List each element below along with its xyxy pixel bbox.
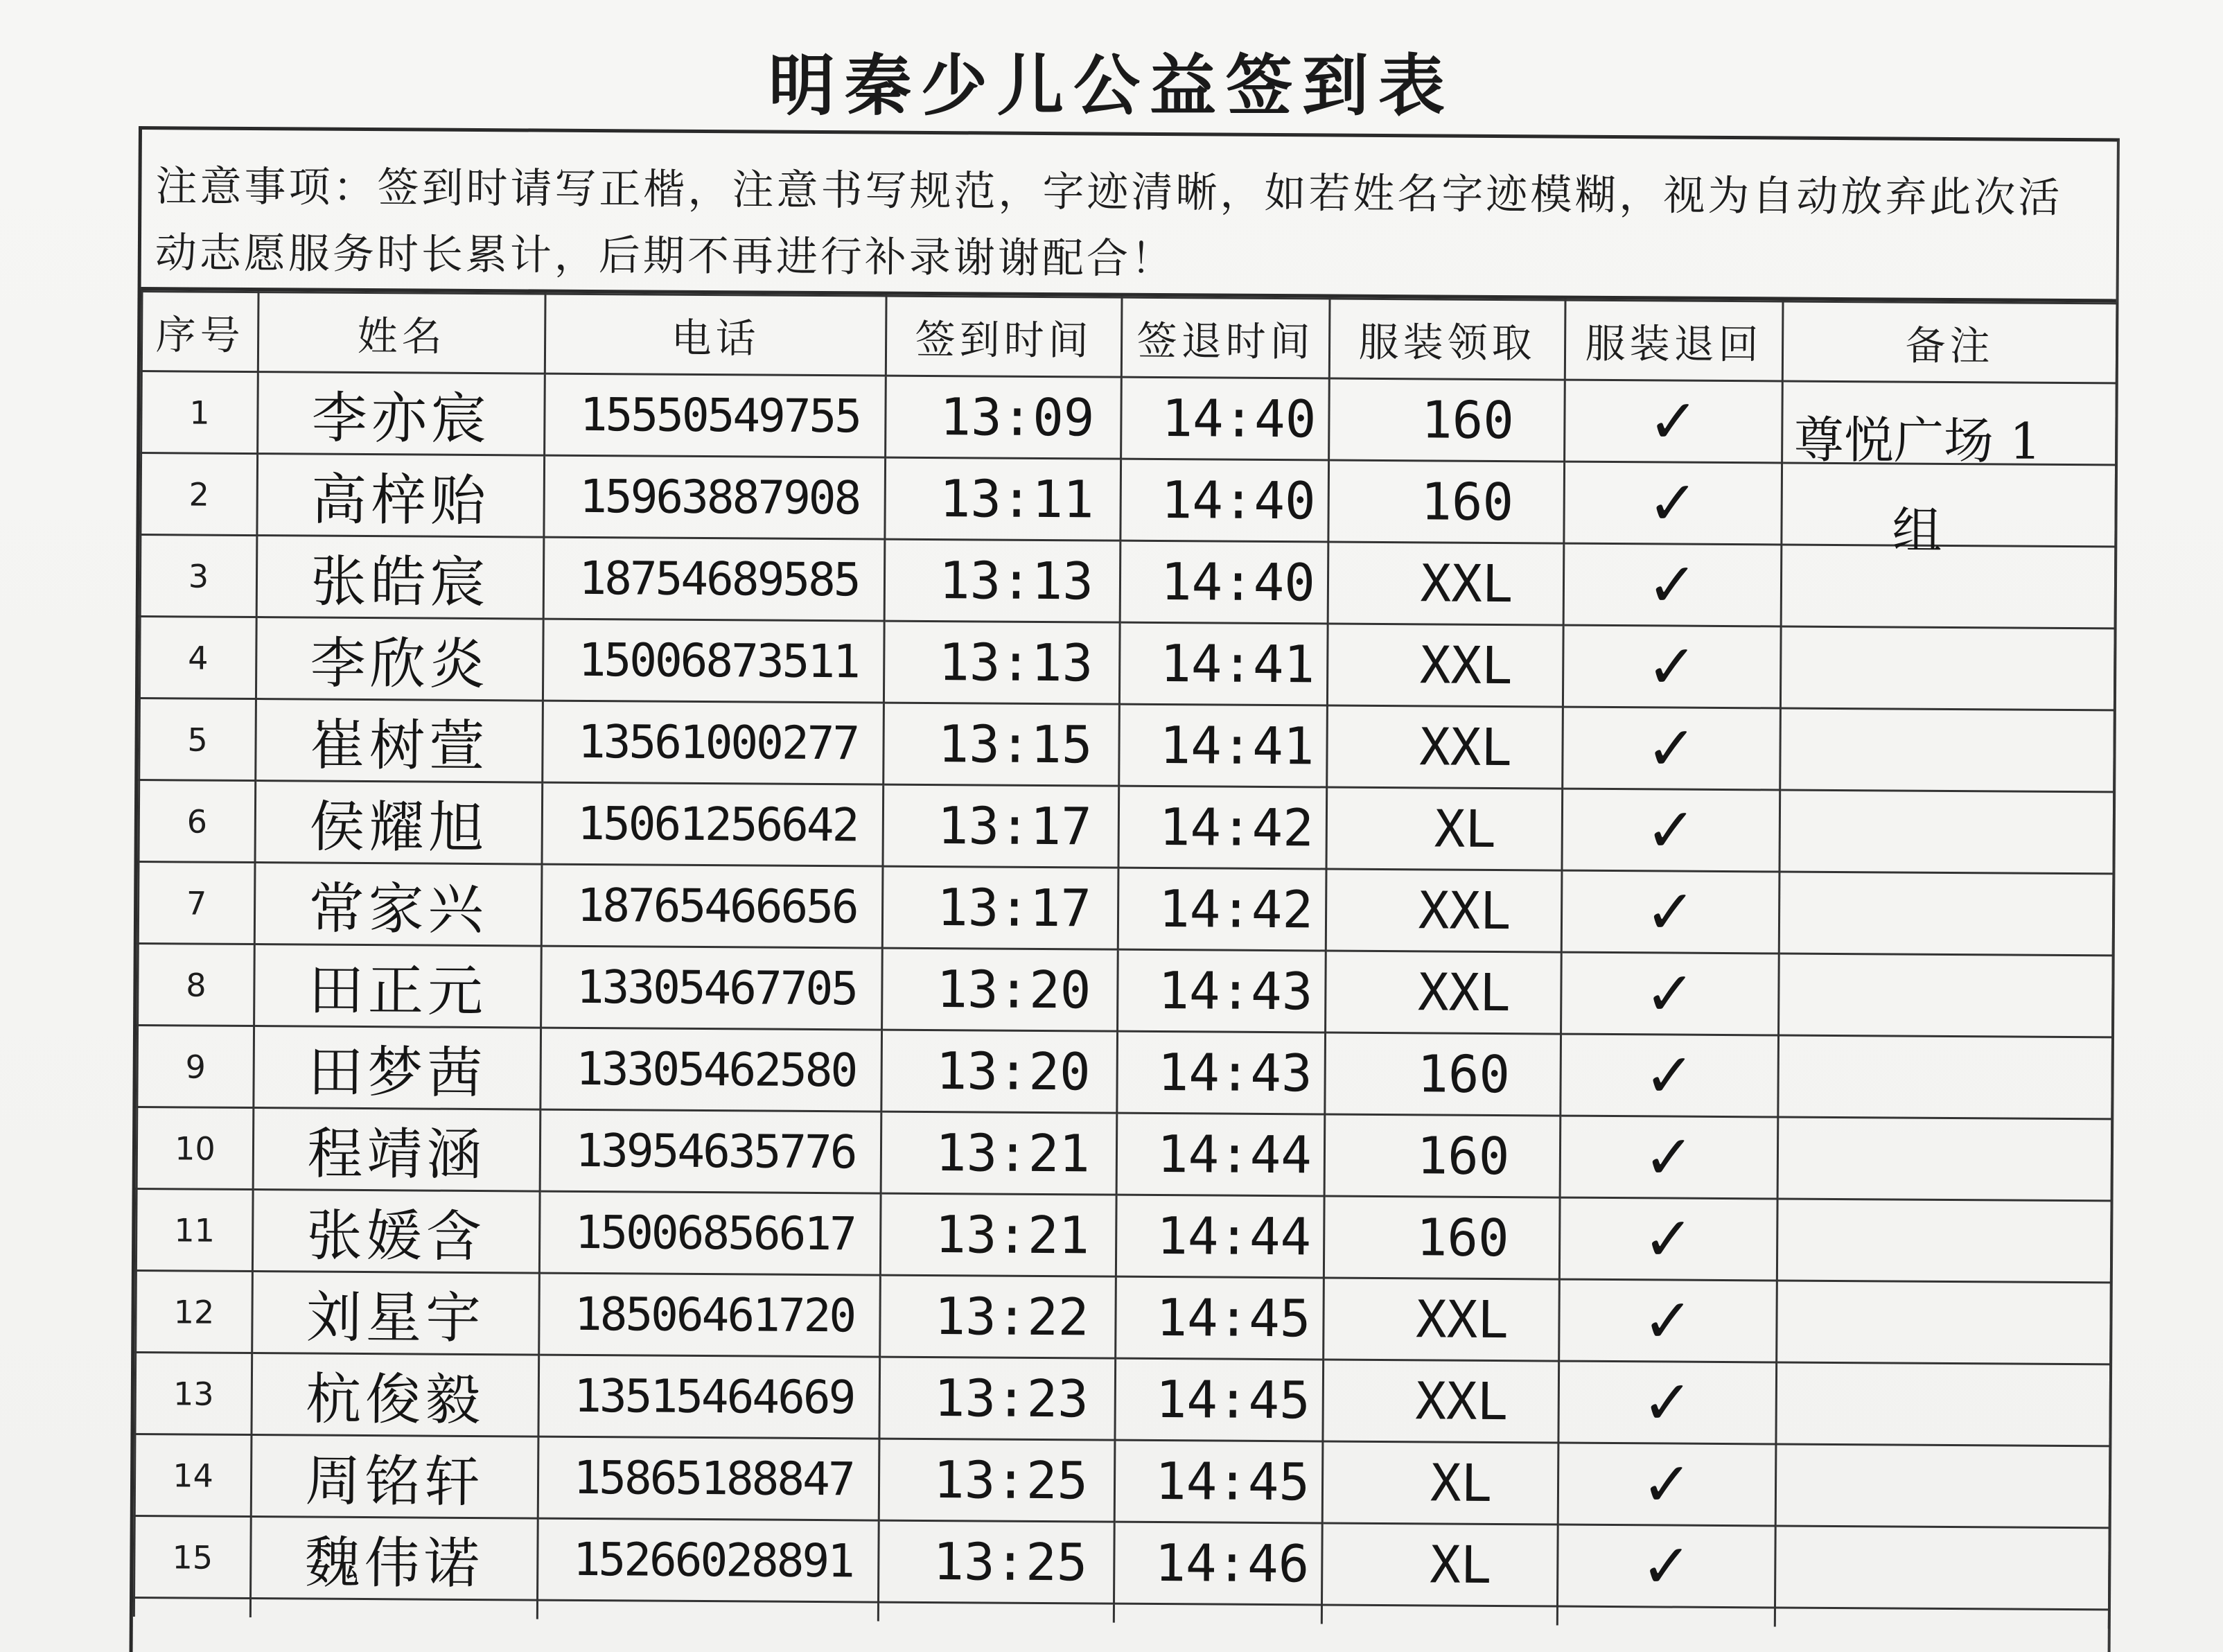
row-returned-check: ✓: [1564, 462, 1782, 545]
row-sign-out-time: 14:40: [1120, 541, 1328, 624]
row-sign-out-time: 14:45: [1115, 1358, 1324, 1441]
row-sign-in-time: 13:13: [884, 539, 1121, 622]
row-name: 高梓贻: [257, 454, 545, 538]
row-phone: 13954635776: [540, 1109, 881, 1193]
row-returned-check: ✓: [1560, 1116, 1778, 1199]
row-name: 周铭轩: [251, 1435, 538, 1519]
table-row: [136, 1271, 2111, 1364]
row-uniform-size: XXL: [1326, 951, 1562, 1034]
table-row: [141, 371, 2117, 465]
row-sign-in-time: 13:13: [884, 621, 1120, 704]
sign-in-table: [133, 290, 2118, 1628]
row-number: 11: [136, 1189, 253, 1272]
col-header-phone: 电话: [545, 294, 886, 376]
row-number: 14: [134, 1434, 252, 1517]
row-remark: [1776, 1362, 2111, 1446]
row-name: 李欣炎: [256, 617, 543, 701]
row-sign-out-time: 14:44: [1116, 1195, 1324, 1278]
row-sign-out-time: 14:42: [1118, 868, 1326, 951]
empty-cell: [537, 1600, 878, 1622]
row-number: 4: [139, 617, 256, 699]
row-number: 3: [140, 535, 257, 617]
row-uniform-size: XL: [1321, 1523, 1558, 1606]
table-row: [135, 1353, 2111, 1446]
row-sign-out-time: 14:46: [1114, 1522, 1323, 1605]
empty-cell: [1775, 1608, 2109, 1628]
row-phone: 15006873511: [543, 619, 884, 703]
row-number: 2: [141, 453, 258, 536]
row-sign-in-time: 13:22: [880, 1275, 1116, 1358]
row-remark: [1777, 1199, 2111, 1283]
table-row: [139, 780, 2114, 874]
row-remark: [1782, 463, 2116, 547]
sign-in-form: [130, 126, 2120, 1652]
table-row: [138, 944, 2114, 1037]
table-row: [138, 862, 2114, 956]
row-sign-out-time: 14:42: [1118, 786, 1327, 869]
row-number: 10: [137, 1107, 254, 1190]
row-returned-check: ✓: [1559, 1279, 1777, 1362]
row-remark: [1780, 626, 2115, 710]
row-sign-out-time: 14:41: [1119, 704, 1328, 787]
row-uniform-size: 160: [1324, 1114, 1561, 1197]
table-header-row: [141, 292, 2117, 383]
row-name: 常家兴: [254, 863, 542, 947]
table-row: [134, 1516, 2110, 1610]
row-remark: [1779, 954, 2114, 1037]
empty-cell: [134, 1598, 250, 1618]
row-phone: 13515464669: [538, 1355, 880, 1439]
row-number: 1: [141, 371, 258, 454]
row-name: 张皓宸: [256, 536, 544, 620]
empty-cell: [250, 1599, 537, 1619]
row-uniform-size: XXL: [1324, 1278, 1560, 1361]
row-uniform-size: XXL: [1327, 624, 1563, 707]
row-number: 12: [136, 1271, 253, 1353]
col-header-sign-in-time: 签到时间: [886, 296, 1122, 377]
row-sign-in-time: 13:21: [880, 1193, 1116, 1276]
col-header-name: 姓名: [258, 292, 545, 374]
row-number: 5: [139, 698, 256, 781]
row-sign-in-time: 13:25: [879, 1520, 1115, 1603]
row-phone: 15266028891: [538, 1518, 879, 1602]
row-uniform-size: XXL: [1328, 542, 1564, 625]
row-remark: [1780, 708, 2115, 792]
row-sign-in-time: 13:15: [884, 703, 1120, 786]
table-row: [136, 1189, 2111, 1283]
row-number: 13: [135, 1353, 252, 1435]
row-remark: [1777, 1281, 2111, 1364]
row-sign-out-time: 14:43: [1117, 1031, 1326, 1114]
row-returned-check: ✓: [1559, 1197, 1777, 1281]
row-sign-in-time: 13:17: [882, 866, 1118, 949]
row-remark: [1775, 1526, 2109, 1610]
row-remark: [1782, 381, 2117, 560]
row-uniform-size: 160: [1325, 1032, 1561, 1116]
row-uniform-size: XXL: [1323, 1360, 1559, 1443]
row-remark: [1780, 790, 2114, 874]
row-uniform-size: XXL: [1327, 705, 1563, 789]
row-sign-out-time: 14:43: [1118, 949, 1326, 1032]
table-row: [137, 1026, 2113, 1119]
row-remark: [1775, 1444, 2110, 1528]
row-returned-check: ✓: [1561, 870, 1780, 954]
row-sign-out-time: 14:41: [1119, 622, 1328, 705]
empty-cell: [878, 1602, 1114, 1623]
row-phone: 18506461720: [539, 1273, 881, 1357]
row-phone: 15061256642: [542, 782, 884, 866]
row-phone: 18754689585: [543, 537, 885, 621]
row-name: 侯耀旭: [255, 781, 543, 865]
row-number: 9: [137, 1026, 254, 1108]
row-sign-in-time: 13:23: [879, 1357, 1116, 1440]
row-uniform-size: XL: [1326, 787, 1563, 870]
row-returned-check: ✓: [1563, 707, 1781, 790]
col-header-number: 序号: [141, 292, 258, 372]
row-sign-in-time: 13:25: [879, 1439, 1115, 1522]
row-sign-out-time: 14:40: [1121, 459, 1329, 542]
row-sign-in-time: 13:20: [882, 948, 1118, 1031]
row-name: 田梦茜: [254, 1026, 541, 1110]
row-phone: 15865188847: [538, 1436, 879, 1520]
col-header-remarks: 备注: [1782, 301, 2117, 383]
row-uniform-size: 160: [1328, 460, 1565, 543]
row-sign-out-time: 14:44: [1116, 1113, 1325, 1196]
col-header-sign-out-time: 签退时间: [1121, 297, 1330, 378]
row-phone: 13305462580: [541, 1028, 882, 1111]
table-row: [139, 617, 2115, 710]
row-name: 刘星宇: [252, 1272, 540, 1355]
row-name: 崔树萱: [256, 699, 543, 783]
row-name: 张媛含: [252, 1190, 540, 1274]
col-header-uniform-returned: 服装退回: [1565, 300, 1783, 381]
row-phone: 15550549755: [545, 374, 886, 457]
row-returned-check: ✓: [1558, 1443, 1776, 1526]
row-returned-check: ✓: [1565, 380, 1783, 463]
empty-cell: [1114, 1603, 1321, 1624]
row-name: 李亦宸: [258, 372, 545, 456]
table-body: [134, 371, 2116, 1629]
row-number: 8: [138, 944, 255, 1026]
row-returned-check: ✓: [1562, 789, 1780, 872]
table-row: [140, 535, 2116, 629]
row-returned-check: ✓: [1563, 543, 1782, 626]
row-name: 杭俊毅: [252, 1353, 539, 1437]
empty-cell: [1321, 1605, 1557, 1626]
row-sign-in-time: 13:21: [881, 1111, 1117, 1195]
row-returned-check: ✓: [1557, 1524, 1775, 1608]
row-sign-in-time: 13:11: [885, 457, 1121, 541]
row-remark: [1781, 545, 2116, 629]
row-number: 6: [139, 780, 256, 863]
row-number: 7: [138, 862, 255, 944]
row-uniform-size: 160: [1324, 1196, 1560, 1279]
row-sign-in-time: 13:20: [881, 1030, 1118, 1113]
table-row: [137, 1107, 2112, 1201]
row-phone: 13305467705: [541, 946, 883, 1030]
row-sign-out-time: 14:40: [1121, 377, 1330, 460]
row-returned-check: ✓: [1561, 1034, 1779, 1117]
row-returned-check: ✓: [1563, 625, 1781, 708]
row-remark: [1778, 1035, 2113, 1119]
row-returned-check: ✓: [1558, 1361, 1777, 1444]
row-returned-check: ✓: [1561, 952, 1780, 1035]
remark-group-note: 尊悦广场 1组: [1793, 410, 2041, 560]
row-name: 田正元: [254, 944, 542, 1028]
row-number: 15: [134, 1516, 252, 1599]
row-sign-in-time: 13:09: [886, 376, 1122, 459]
row-phone: 13561000277: [543, 701, 884, 784]
col-header-uniform-received: 服装领取: [1329, 299, 1565, 380]
empty-cell: [1557, 1606, 1775, 1626]
row-remark: [1777, 1117, 2112, 1201]
row-name: 魏伟诺: [251, 1517, 538, 1601]
row-phone: 15963887908: [544, 455, 886, 539]
table-row: [139, 698, 2115, 792]
row-uniform-size: XL: [1322, 1441, 1558, 1524]
notice-text: 注意事项：签到时请写正楷，注意书写规范，字迹清晰，如若姓名字迹模糊，视为自动放弃此次活动志愿服务时长累计，后期不再进行补录谢谢配合！: [141, 130, 2117, 302]
row-phone: 15006856617: [539, 1191, 881, 1275]
table-row: [141, 453, 2116, 547]
sheet-title: 明秦少儿公益签到表: [768, 46, 1455, 125]
row-uniform-size: XXL: [1326, 869, 1562, 952]
table-row: [134, 1434, 2110, 1528]
row-name: 程靖涵: [253, 1108, 541, 1192]
row-sign-out-time: 14:45: [1116, 1276, 1324, 1360]
row-uniform-size: 160: [1329, 378, 1565, 462]
row-remark: [1779, 872, 2114, 956]
row-sign-in-time: 13:17: [883, 784, 1119, 868]
row-phone: 18765466656: [541, 864, 883, 948]
row-sign-out-time: 14:45: [1114, 1440, 1323, 1523]
